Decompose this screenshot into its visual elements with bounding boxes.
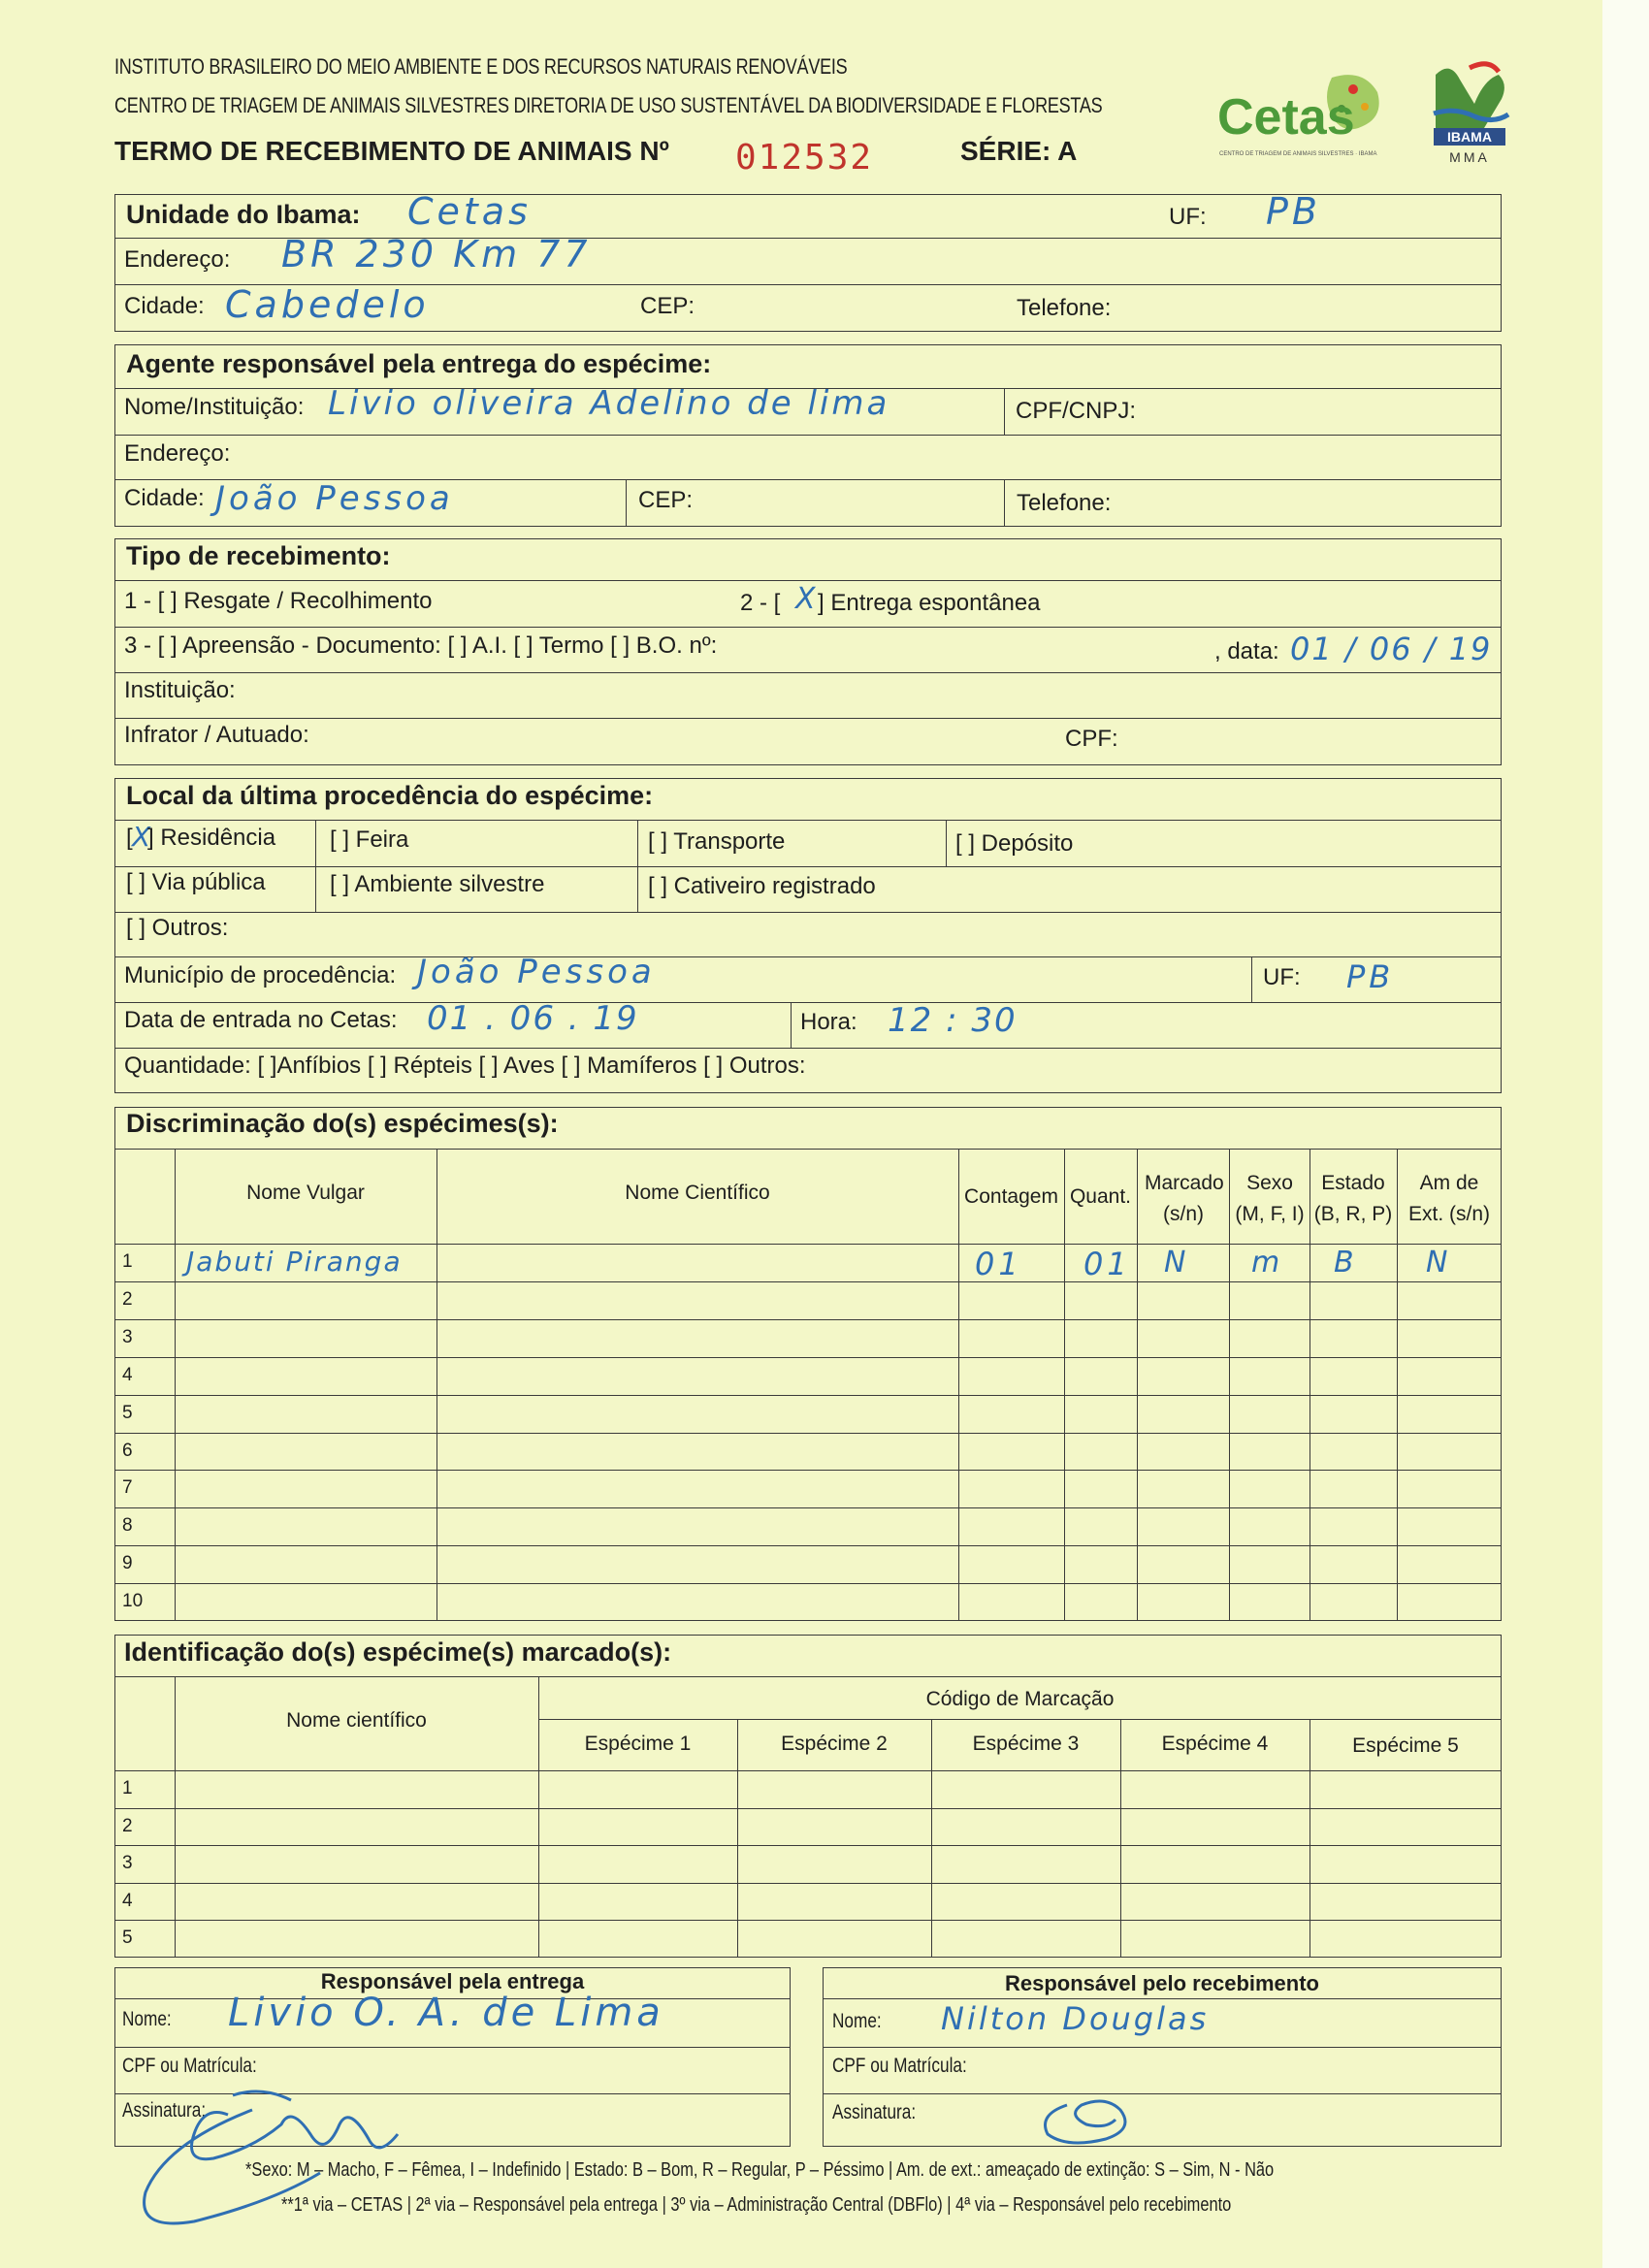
local-hora-value[interactable]: 12 : 30 <box>888 1001 1018 1040</box>
col-marcado: Marcado (s/n) <box>1145 1172 1224 1225</box>
id-col-especime-2: Espécime 2 <box>781 1733 888 1755</box>
id-row-number: 4 <box>122 1890 133 1911</box>
unidade-uf-label: UF: <box>1169 204 1207 230</box>
recebimento-label: Responsável pelo recebimento <box>1005 1971 1319 1995</box>
id-row-number: 3 <box>122 1853 133 1874</box>
id-row-number: 1 <box>122 1778 133 1798</box>
id-col-especime-5: Espécime 5 <box>1352 1734 1459 1757</box>
col-quant: Quant. <box>1069 1185 1132 1208</box>
id-row-divider <box>114 1920 1502 1921</box>
tipo-label: Tipo de recebimento: <box>126 541 391 570</box>
identificacao-label: Identificação do(s) espécime(s) marcado(s): <box>124 1637 672 1667</box>
row1-nome-vulgar[interactable]: Jabuti Piranga <box>186 1246 403 1278</box>
recebimento-nome-value[interactable]: Nilton Douglas <box>941 2000 1210 2037</box>
agente-endereco-label: Endereço: <box>124 440 231 467</box>
table-row-divider <box>114 1545 1502 1546</box>
col-estado: Estado (B, R, P) <box>1313 1172 1393 1225</box>
id-row-divider <box>114 1883 1502 1884</box>
agente-telefone-label: Telefone: <box>1017 490 1112 516</box>
recebimento-cpf-label: CPF ou Matrícula: <box>832 2055 967 2077</box>
series-label: SÉRIE: A <box>960 136 1078 166</box>
ibama-logo-text: IBAMA <box>1447 129 1492 145</box>
table-row-number: 8 <box>122 1515 133 1537</box>
local-uf-label: UF: <box>1263 964 1301 990</box>
table-row-number: 10 <box>122 1591 144 1612</box>
local-label: Local da última procedência do espécime: <box>126 781 654 810</box>
local-data-entrada-value[interactable]: 01 . 06 . 19 <box>427 999 639 1038</box>
discriminacao-label: Discriminação do(s) espécimes(s): <box>126 1109 559 1138</box>
table-row-number: 4 <box>122 1364 133 1385</box>
entrega-label: Responsável pela entrega <box>320 1969 585 1993</box>
footer-legend: *Sexo: M – Macho, F – Fêmea, I – Indefinido | Estado: B – Bom, R – Regular, P – Péssimo | Am. de ext.: ameaçado de extinção: S – Sim, N - Não <box>245 2159 1275 2181</box>
table-row-divider <box>114 1395 1502 1396</box>
agente-cpf-label: CPF/CNPJ: <box>1016 398 1137 424</box>
local-data-entrada-label: Data de entrada no Cetas: <box>124 1007 398 1033</box>
institute-line: INSTITUTO BRASILEIRO DO MEIO AMBIENTE E DOS RECURSOS NATURAIS RENOVÁVEIS <box>114 54 848 79</box>
cetas-logo-text: Cetas <box>1217 89 1355 146</box>
col-am-ext: Am de Ext. (s/n) <box>1407 1172 1490 1225</box>
table-row-divider <box>114 1507 1502 1508</box>
local-transporte[interactable]: [ ] Transporte <box>648 828 786 855</box>
entrega-nome-value[interactable]: Livio O. A. de Lima <box>228 1991 664 2035</box>
unidade-cidade-label: Cidade: <box>124 293 205 319</box>
identificacao-section <box>114 1635 1502 1958</box>
local-cativeiro[interactable]: [ ] Cativeiro registrado <box>648 873 876 899</box>
table-row-number: 2 <box>122 1288 133 1310</box>
tipo-infrator-label: Infrator / Autuado: <box>124 722 309 748</box>
agente-cidade-label: Cidade: <box>124 485 205 511</box>
tipo-data-label: , data: <box>1214 638 1279 664</box>
unidade-endereco-value[interactable]: BR 230 Km 77 <box>281 233 592 275</box>
tipo-option-1[interactable]: 1 - [ ] Resgate / Recolhimento <box>124 588 433 614</box>
local-municipio-label: Município de procedência: <box>124 962 397 988</box>
id-col-especime-3: Espécime 3 <box>972 1733 1080 1755</box>
serial-number: 012532 <box>735 138 874 178</box>
id-row-number: 5 <box>122 1928 133 1949</box>
local-residencia-mark[interactable]: X <box>132 821 155 853</box>
table-row-number: 6 <box>122 1440 133 1461</box>
local-section <box>114 778 1502 1093</box>
table-row-number: 7 <box>122 1477 133 1499</box>
table-row-number: 9 <box>122 1553 133 1574</box>
table-row-number: 3 <box>122 1326 133 1347</box>
tipo-data-value[interactable]: 01 / 06 / 19 <box>1290 631 1493 667</box>
local-ambiente[interactable]: [ ] Ambiente silvestre <box>330 871 545 897</box>
agente-nome-label: Nome/Instituição: <box>124 394 305 420</box>
id-col-especime-1: Espécime 1 <box>584 1733 692 1755</box>
id-row-divider <box>114 1808 1502 1809</box>
table-row-divider <box>114 1433 1502 1434</box>
tipo-cpf-label: CPF: <box>1065 726 1118 752</box>
recebimento-nome-label: Nome: <box>832 2010 882 2032</box>
table-row-divider <box>114 1470 1502 1471</box>
local-municipio-value[interactable]: João Pessoa <box>417 953 656 991</box>
col-nome-vulgar: Nome Vulgar <box>246 1182 365 1204</box>
unidade-cep-label: CEP: <box>640 293 695 319</box>
id-col-codigo: Código de Marcação <box>925 1688 1115 1710</box>
form-title: TERMO DE RECEBIMENTO DE ANIMAIS Nº <box>114 136 669 166</box>
ibama-logo <box>1416 60 1523 172</box>
table-row-number: 1 <box>122 1251 133 1272</box>
id-col-especime-4: Espécime 4 <box>1161 1733 1269 1755</box>
local-uf-value[interactable]: PB <box>1346 958 1395 995</box>
row1-contagem[interactable]: 01 <box>975 1246 1022 1282</box>
row1-am-ext[interactable]: N <box>1426 1246 1452 1280</box>
recebimento-assinatura-label: Assinatura: <box>832 2101 917 2123</box>
recebimento-signature[interactable] <box>1028 2086 1164 2154</box>
footer-vias: **1ª via – CETAS | 2ª via – Responsável pela entrega | 3º via – Administração Central (DBFlo) | 4ª via – Responsável pelo recebimento <box>281 2194 1232 2216</box>
tipo-option-2-mark[interactable]: X <box>795 582 820 616</box>
col-nome-cientifico: Nome Científico <box>625 1182 770 1204</box>
agente-label: Agente responsável pela entrega do espécime: <box>126 349 712 378</box>
tipo-option-2[interactable]: ] Entrega espontânea <box>818 590 1041 616</box>
unidade-uf-value[interactable]: PB <box>1266 190 1321 233</box>
entrega-cpf-label: CPF ou Matrícula: <box>122 2055 257 2077</box>
local-deposito[interactable]: [ ] Depósito <box>955 830 1074 857</box>
tipo-option-3[interactable]: 3 - [ ] Apreensão - Documento: [ ] A.I. [ ] Termo [ ] B.O. nº: <box>124 632 718 659</box>
table-row-divider <box>114 1357 1502 1358</box>
agente-cep-label: CEP: <box>638 487 694 513</box>
col-contagem: Contagem <box>964 1185 1058 1208</box>
row1-estado[interactable]: B <box>1334 1246 1358 1280</box>
local-via-publica[interactable]: [ ] Via pública <box>126 869 266 895</box>
table-row-divider <box>114 1319 1502 1320</box>
id-row-number: 2 <box>122 1815 133 1836</box>
table-row-divider <box>114 1583 1502 1584</box>
cetas-logo-sub: CENTRO DE TRIAGEM DE ANIMAIS SILVESTRES · IBAMA <box>1219 151 1377 157</box>
id-col-nome-cientifico: Nome científico <box>286 1709 427 1732</box>
row1-sexo[interactable]: m <box>1251 1246 1284 1280</box>
local-outros[interactable]: [ ] Outros: <box>126 915 229 941</box>
tipo-option-2-prefix[interactable]: 2 - [ <box>740 590 781 616</box>
unidade-endereco-label: Endereço: <box>124 246 231 273</box>
local-feira[interactable]: [ ] Feira <box>330 826 409 853</box>
local-hora-label: Hora: <box>800 1009 857 1035</box>
agente-cidade-value[interactable]: João Pessoa <box>215 479 454 518</box>
id-row-divider <box>114 1845 1502 1846</box>
cetas-logo <box>1217 68 1392 165</box>
center-line: CENTRO DE TRIAGEM DE ANIMAIS SILVESTRES DIRETORIA DE USO SUSTENTÁVEL DA BIODIVERSIDADE E FLORESTAS <box>114 93 1103 117</box>
unidade-telefone-label: Telefone: <box>1017 295 1112 321</box>
entrega-nome-label: Nome: <box>122 2008 172 2030</box>
col-sexo: Sexo (M, F, I) <box>1235 1172 1305 1225</box>
mma-logo-text: MMA <box>1449 149 1490 165</box>
row1-marcado[interactable]: N <box>1164 1246 1190 1280</box>
local-residencia[interactable]: ] Residência <box>147 825 276 851</box>
table-row-number: 5 <box>122 1402 133 1423</box>
agente-nome-value[interactable]: Livio oliveira Adelino de lima <box>328 384 890 423</box>
entrega-assinatura-label: Assinatura: <box>122 2099 207 2122</box>
row1-quant[interactable]: 01 <box>1083 1246 1131 1282</box>
unidade-value[interactable]: Cetas <box>407 190 532 233</box>
local-quantidade[interactable]: Quantidade: [ ]Anfíbios [ ] Répteis [ ] Aves [ ] Mamíferos [ ] Outros: <box>124 1053 806 1079</box>
local-residencia-checkbox[interactable]: [ <box>126 825 133 851</box>
tipo-instituicao-label: Instituição: <box>124 677 236 703</box>
paper-edge <box>1602 0 1649 2268</box>
unidade-cidade-value[interactable]: Cabedelo <box>225 283 430 326</box>
unidade-label: Unidade do Ibama: <box>126 200 361 229</box>
table-row-divider <box>114 1281 1502 1282</box>
